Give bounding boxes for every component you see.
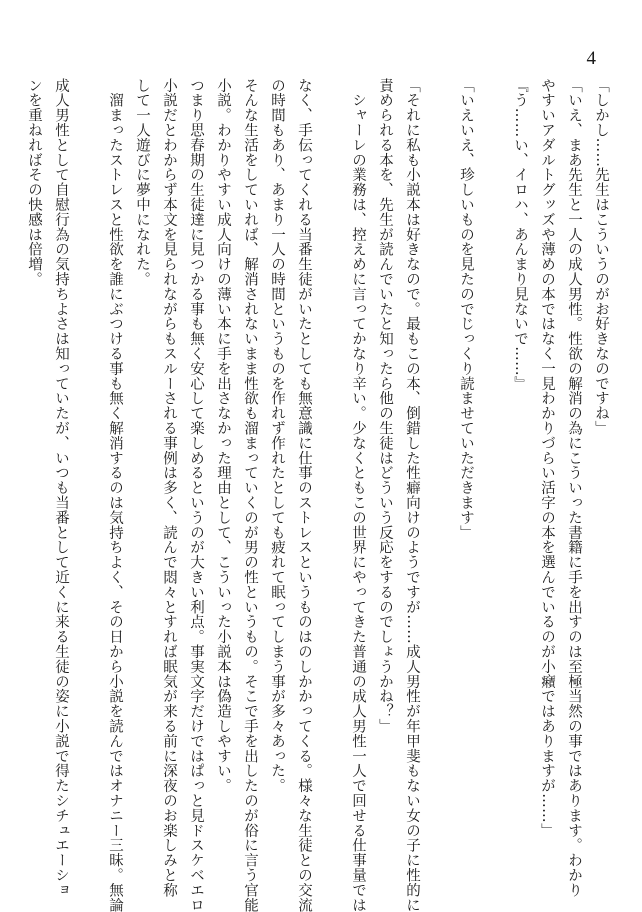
- text-line: 成人男性として自慰行為の気持ちよさは知っていたが、いつも当番として近くに来る生徒の姿に小説で得たシチュエーショ: [53, 78, 69, 898]
- text-line: 小説だとわからず本文を見られながらもスルーされる事例は多く、読んで悶々とすれば眠気が来る前に深夜のお楽しみと称: [161, 78, 177, 898]
- text-line: 溜まったストレスと性欲を誰にぶつける事も無く解消するのは気持ちよく、その日から小説を読んではオナニー三昧。無論: [107, 78, 123, 912]
- text-line: 「しかし……先生はこういうのがお好きなのですね」: [593, 78, 609, 436]
- text-line: 「それに私も小説本は好きなので。最もこの本、倒錯した性癖向けのようですが……成人男性が年甲斐もない女の子に性的に: [404, 78, 420, 912]
- text-line: ンを重ねればその快感は倍増。: [26, 78, 42, 287]
- text-line: シャーレの業務は、控えめに言ってかなり辛い。少なくともこの世界にやってきた普通の成人男性一人で回せる仕事量では: [350, 78, 366, 912]
- text-line: して一人遊びに夢中になれた。: [134, 78, 150, 287]
- text-line: 小説。わかりやすい成人向けの薄い本に手を出さなかった理由として、こういった小説本は偽造しやすい。: [215, 78, 231, 794]
- text-line: つまり思春期の生徒達に見つかる事も無く安心して楽しめるというのが大きい利点。事実文字だけではぱっと見ドスケベエロ: [188, 78, 204, 912]
- page-number: 4: [586, 48, 596, 69]
- text-line: の時間もあり、あまり一人の時間というものを作れず作れたとしても疲れて眠ってしまう事が多々あった。: [269, 78, 285, 794]
- text-line: 「いえいえ、珍しいものを見たのでじっくり読ませていただきます」: [458, 78, 474, 540]
- text-line: 責められる本を、先生が読んでいたと知ったら他の生徒はどういう反応をするのでしょうかね？」: [377, 78, 393, 734]
- text-line: そんな生活をしていれば、解消されないまま性欲も溜まっていくのが男の性というもの。そこで手を出したのが俗に言う官能: [242, 78, 258, 912]
- text-line: やすいアダルトグッズや薄めの本ではなく一見わかりづらい活字の本を選んでいるのが小癪ではありますが……」: [539, 78, 555, 838]
- text-line: 『う……い、イロハ、あんまり見ないで……』: [512, 78, 528, 391]
- body-text: [26, 78, 614, 912]
- text-line: 「いえ、まあ先生と一人の成人男性。性欲の解消の為にこういった書籍に手を出すのは至極当然の事ではあります。わかり: [566, 78, 582, 898]
- text-line: なく、手伝ってくれる当番生徒がいたとしても無意識に仕事のストレスというものはのしかかってくる。様々な生徒との交流: [296, 78, 312, 912]
